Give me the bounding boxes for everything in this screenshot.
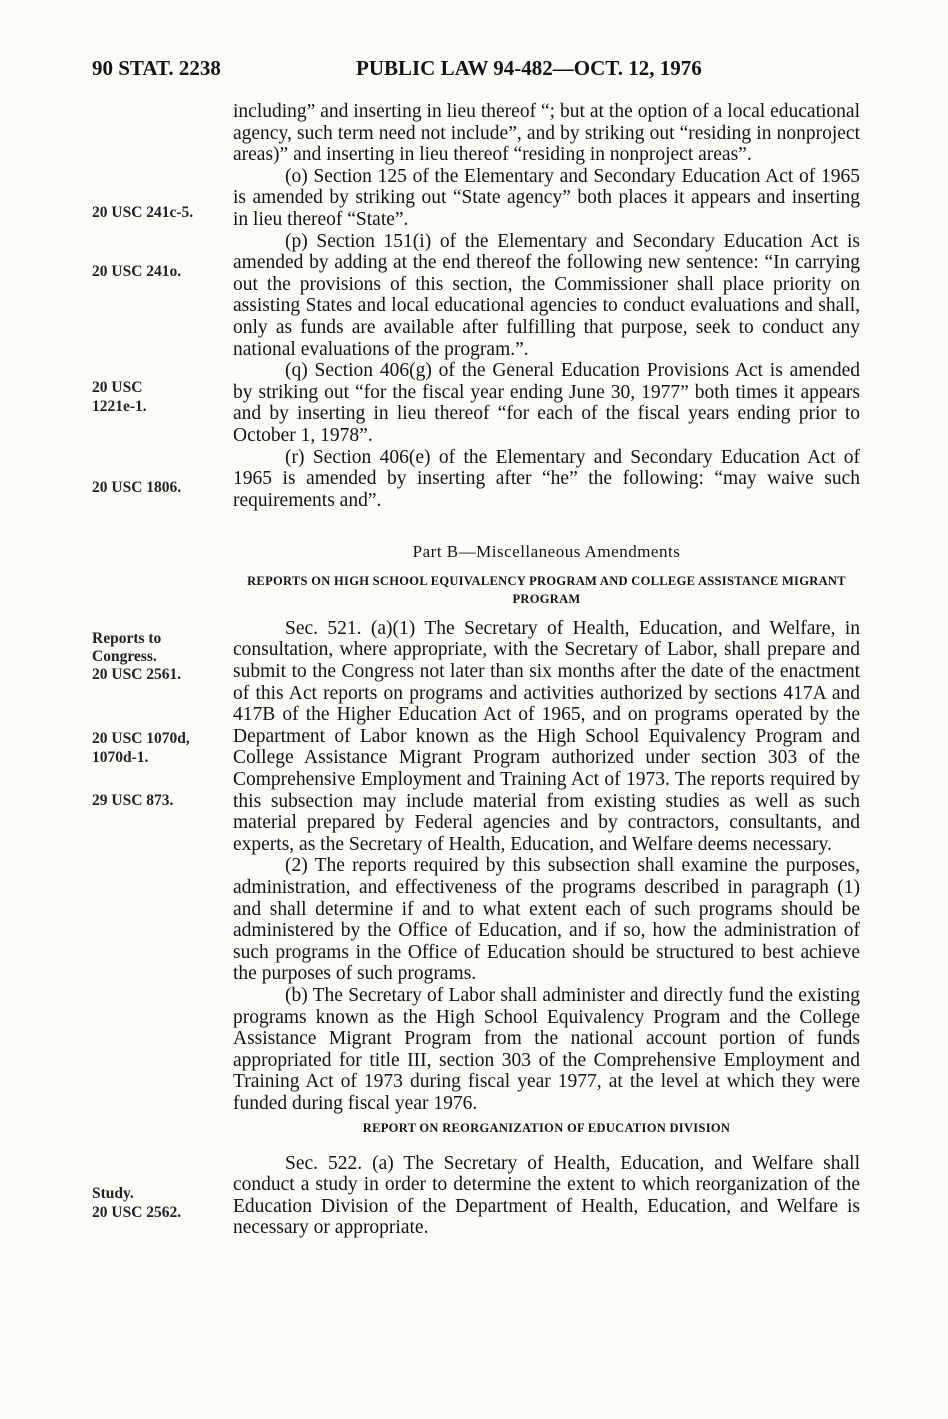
margin-note-20usc2561: 20 USC 2561. [92, 666, 182, 683]
body-text [233, 101, 860, 1239]
margin-note-reports-to: Reports to [92, 630, 162, 647]
margin-note-20usc: 20 USC [92, 379, 143, 396]
section-521-heading: REPORTS ON HIGH SCHOOL EQUIVALENCY PROGRAM AND COLLEGE ASSISTANCE MIGRANT PROGRAM [247, 573, 846, 606]
paragraph-o: (o) Section 125 of the Elementary and Secondary Education Act of 1965 is amended by striking out “State agency” both places it appears and inserting in lieu thereof “State”. [233, 165, 860, 230]
margin-note-20usc241o: 20 USC 241o. [92, 263, 182, 280]
stat-page-number: 90 STAT. 2238 [92, 56, 221, 80]
paragraph-521-a2: (2) The reports required by this subsection shall examine the purposes, administration, and effectiveness of the programs described in paragraph (1) and shall determine if and to what extent each of such programs should be administered by the Office of Education, and if so, how the administration of such programs in the Office of Education should be structured to best achieve the purposes of such programs. [233, 855, 860, 985]
paragraph-522-a: Sec. 522. (a) The Secretary of Health, Education, and Welfare shall conduct a study in order to determine the extent to which reorganization of the Education Division of the Department of Health, Education, and Welfare is necessary or appropriate. [233, 1152, 860, 1239]
margin-note-20usc1806: 20 USC 1806. [92, 479, 182, 496]
margin-note-1070d1: 1070d-1. [92, 749, 149, 766]
margin-note-29usc873: 29 USC 873. [92, 792, 174, 809]
paragraph-521-b: (b) The Secretary of Labor shall administer and directly fund the existing programs known as the High School Equivalency Program and the College Assistance Migrant Program from the national account portion of funds appropriated for title III, section 303 of the Comprehensive Employment and Training Act of 1973 during fiscal year 1977, at the level at which they were funded during fiscal year 1976. [233, 984, 860, 1114]
running-header: PUBLIC LAW 94-482—OCT. 12, 1976 [356, 56, 702, 80]
paragraph-521-a1: Sec. 521. (a)(1) The Secretary of Health, Education, and Welfare, in consultation, where appropriate, with the Secretary of Labor, shall prepare and submit to the Congress not later than six months after the date of the enactment of this Act reports on programs and activities authorized by sections 417A and 417B of the Higher Education Act of 1965, and on programs operated by the Department of Labor known as the High School Equivalency Program and College Assistance Migrant Program authorized under section 303 of the Comprehensive Employment and Training Act of 1973. The reports required by this subsection may include material from existing studies as well as such material prepared by Federal agencies and by contractors, consultants, and experts, as the Secretary of Health, Education, and Welfare deems necessary. [233, 617, 860, 855]
paragraph-continued: including” and inserting in lieu thereof “; but at the option of a local educational agency, such term need not include”, and by striking out “residing in nonproject areas)” and inserting in lieu thereof “residing in nonproject areas”. [233, 101, 860, 166]
part-heading: Part B—Miscellaneous Amendments [412, 542, 681, 562]
margin-note-20usc241c5: 20 USC 241c-5. [92, 204, 194, 221]
margin-note-study: Study. [92, 1185, 134, 1202]
margin-note-20usc2562: 20 USC 2562. [92, 1204, 182, 1221]
paragraph-q: (q) Section 406(g) of the General Education Provisions Act is amended by striking out “for the fiscal year ending June 30, 1977” both times it appears and by inserting in lieu thereof “for each of the fiscal years ending prior to October 1, 1978”. [233, 360, 860, 446]
margin-note-congress: Congress. [92, 648, 157, 665]
paragraph-p: (p) Section 151(i) of the Elementary and Secondary Education Act is amended by adding at the end thereof the following new sentence: “In carrying out the provisions of this section, the Commissioner shall place priority on assisting States and local educational agencies to conduct evaluations and shall, only as funds are available after fulfilling that purpose, seek to conduct any national evaluations of the program.”. [233, 230, 860, 360]
paragraph-r: (r) Section 406(e) of the Elementary and Secondary Education Act of 1965 is amended by inserting after “he” the following: “may waive such requirements and”. [233, 446, 860, 511]
margin-note-20usc1070d: 20 USC 1070d, [92, 730, 190, 747]
margin-note-1221e1: 1221e-1. [92, 398, 147, 415]
section-522-heading: REPORT ON REORGANIZATION OF EDUCATION DIVISION [362, 1120, 731, 1135]
